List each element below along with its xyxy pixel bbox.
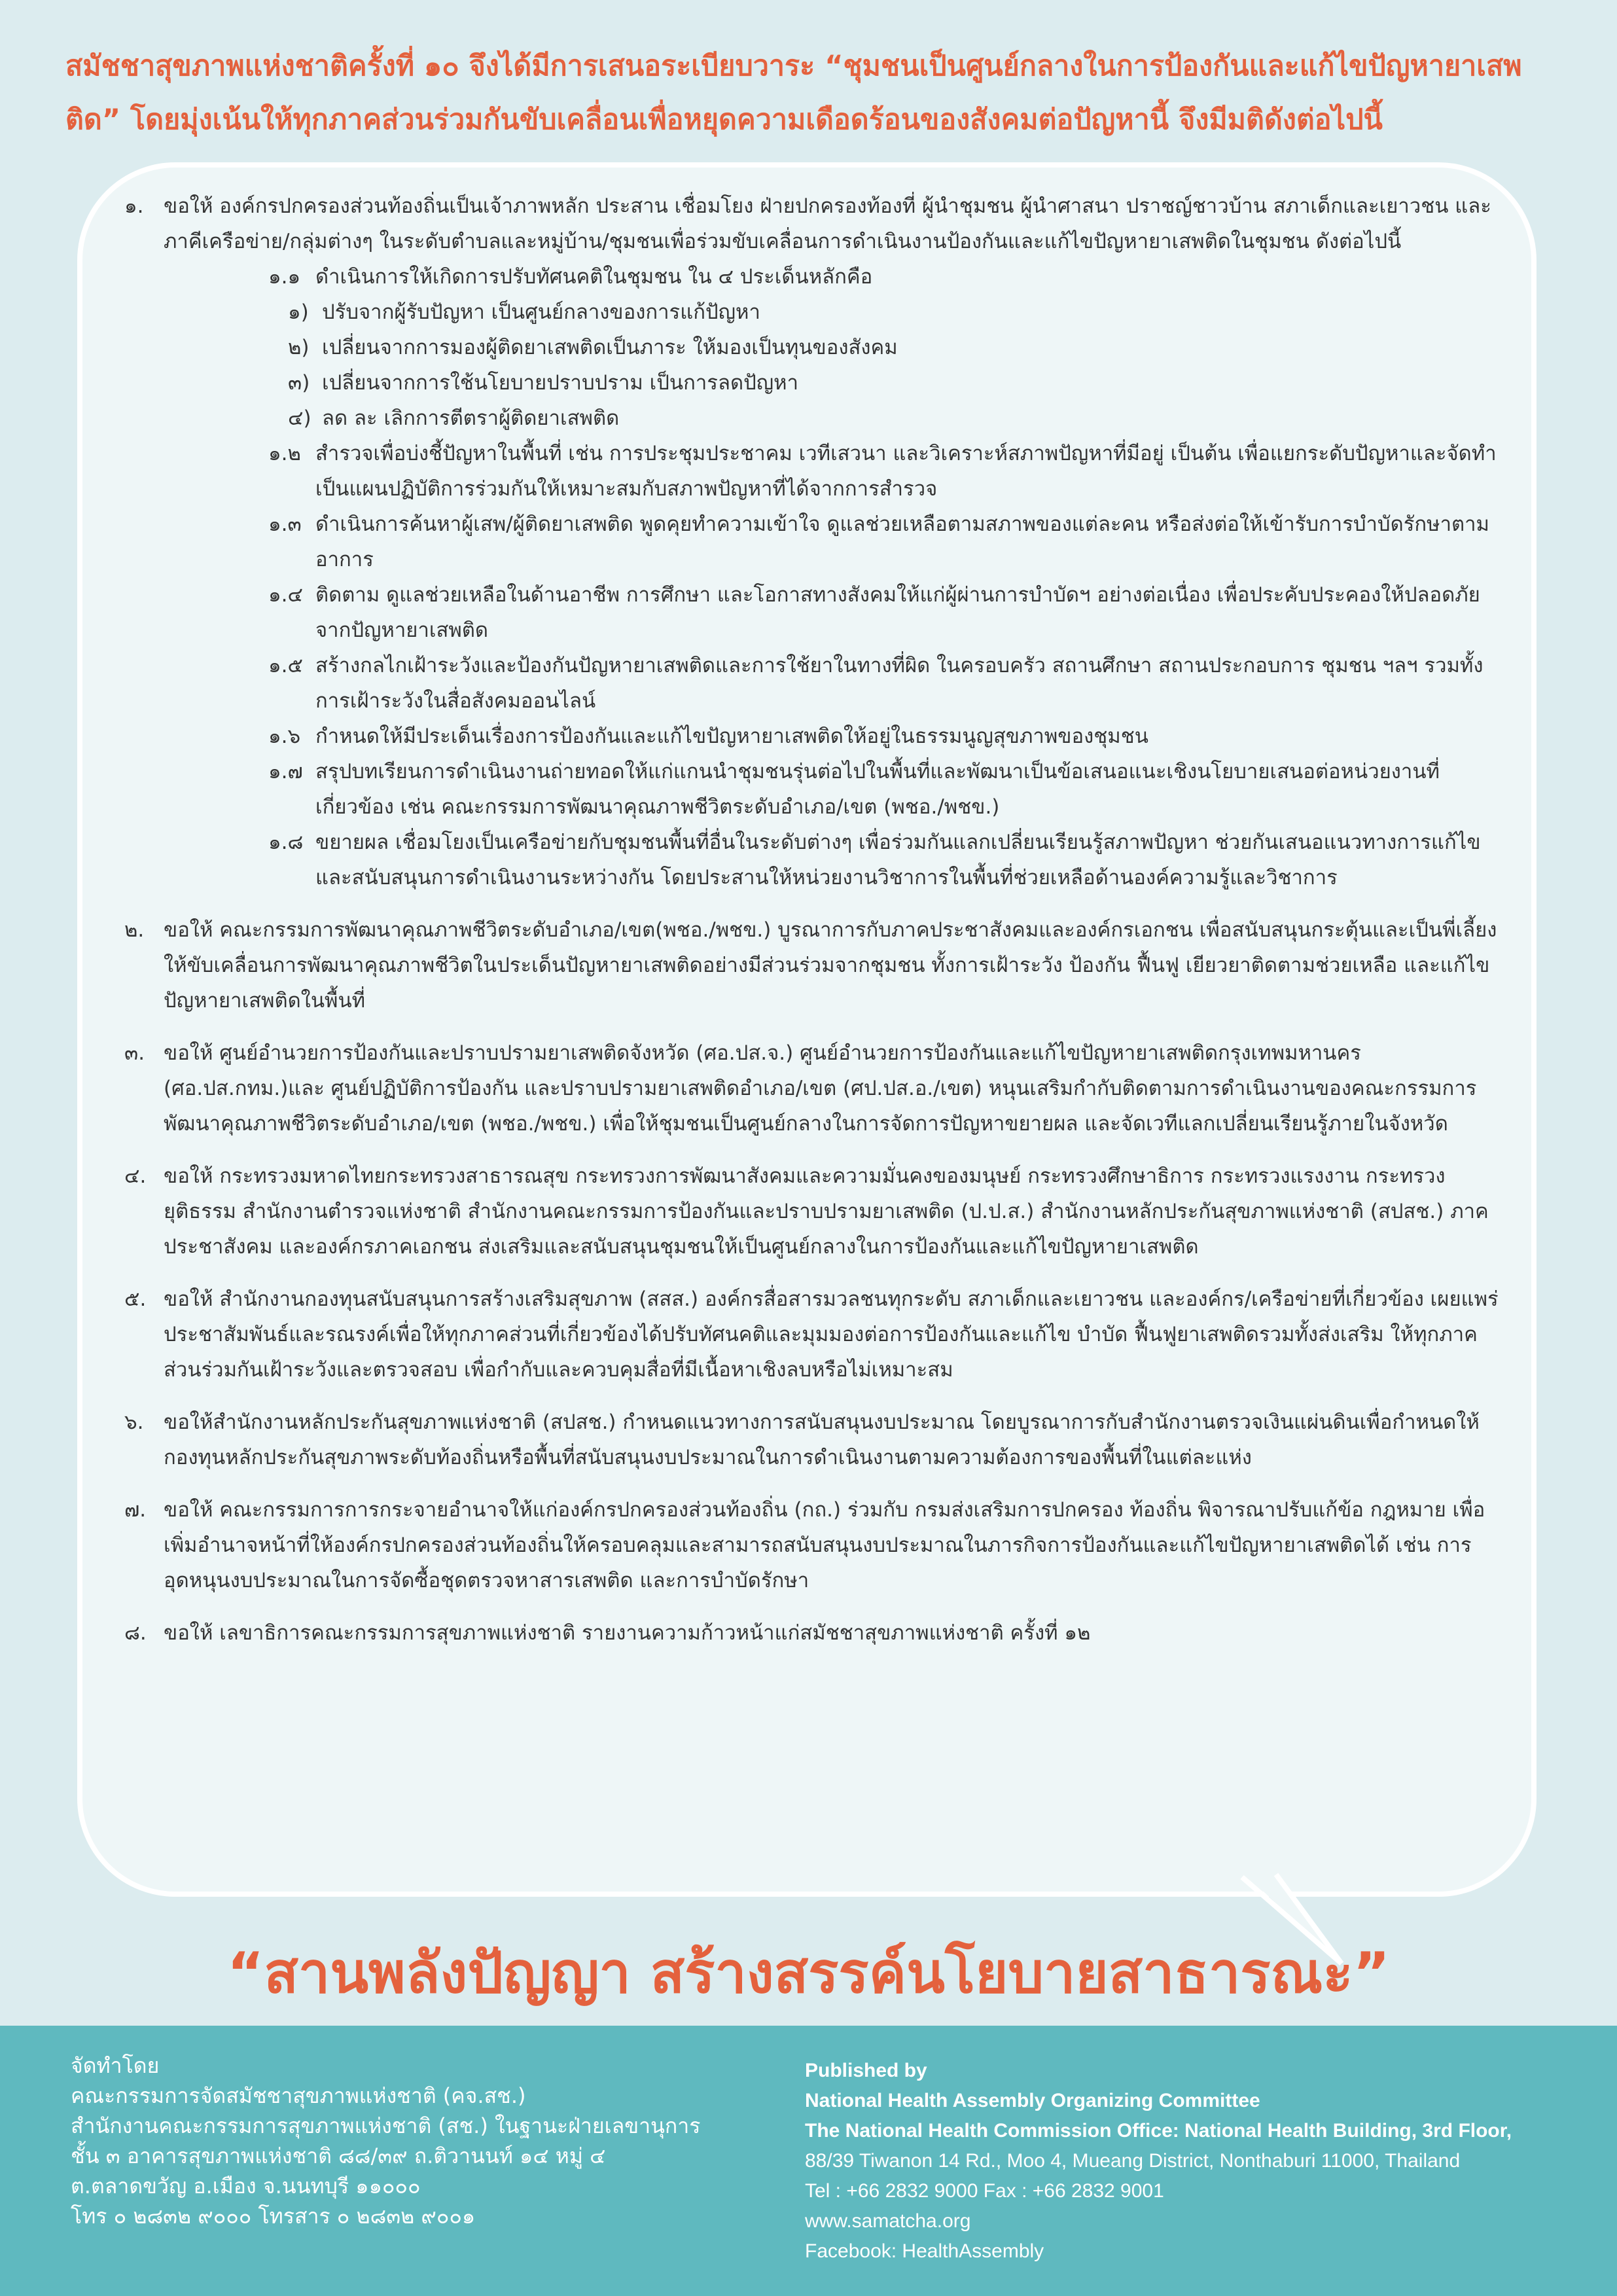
point-item (288, 365, 1512, 401)
item-text: ขอให้สำนักงานหลักประกันสุขภาพแห่งชาติ (สปสช.) กำหนดแนวทางการสนับสนุนงบประมาณ โดยบูรณาการกับสำนักงานตรวจเงินแผ่นดินเพื่อกำหนดให้กองทุนหลักประกันสุขภาพระดับท้องถิ่นหรือพื้นที่สนับสนุนงบประมาณในการดำเนินงานตามความต้องการของพื้นที่ในแต่ละแห่ง (164, 1410, 1480, 1469)
footer-english-credits (805, 2056, 1590, 2267)
item-number: ๓. (124, 1041, 145, 1065)
sub-item (268, 577, 1512, 648)
point-text: เปลี่ยนจากการมองผู้ติดยาเสพติดเป็นภาระ ให้มองเป็นทุนของสังคม (322, 336, 898, 359)
item-number: ๑. (124, 194, 144, 218)
resolution-item-1 (124, 188, 1512, 895)
credit-line: ต.ตลาดขวัญ อ.เมือง จ.นนทบุรี ๑๑๐๐๐ (71, 2174, 421, 2198)
commission-office: The National Health Commission Office: National Health Building, 3rd Floor, (805, 2120, 1512, 2142)
point-item (288, 295, 1512, 330)
website-link[interactable]: www.samatcha.org (805, 2210, 971, 2232)
footer-thai-credits (71, 2051, 764, 2231)
sub-number: ๑.๘ (268, 831, 304, 854)
point-item (288, 330, 1512, 365)
sub-text: สร้างกลไกเฝ้าระวังและป้องกันปัญหายาเสพติดและการใช้ยาในทางที่ผิด ในครอบครัว สถานศึกษา สถานประกอบการ ชุมชน ฯลฯ รวมทั้งการเฝ้าระวังในสื่อสังคมออนไลน์ (315, 654, 1484, 713)
sub-number: ๑.๔ (268, 583, 303, 607)
item-number: ๒. (124, 918, 145, 942)
sub-text: ขยายผล เชื่อมโยงเป็นเครือข่ายกับชุมชนพื้นที่อื่นในระดับต่างๆ เพื่อร่วมกันแลกเปลี่ยนเรียนรู้สภาพปัญหา ช่วยกันเสนอแนวทางการแก้ไขและสนับสนุนการดำเนินงานระหว่างกัน โดยประสานให้หน่วยงานวิชาการในพื้นที่ช่วยเหลือด้านองค์ความรู้และวิชาการ (315, 831, 1481, 889)
point-number: ๒) (288, 336, 310, 359)
sub-number: ๑.๑ (268, 265, 301, 289)
sub-number: ๑.๓ (268, 512, 302, 536)
item-number: ๘. (124, 1621, 147, 1645)
item-number: ๔. (124, 1164, 147, 1188)
credit-heading: จัดทำโดย (71, 2053, 160, 2078)
item-text: ขอให้ กระทรวงมหาดไทยกระทรวงสาธารณสุข กระทรวงการพัฒนาสังคมและความมั่นคงของมนุษย์ กระทรวงศึกษาธิการ กระทรวงแรงงาน กระทรวงยุติธรรม สำนักงานตำรวจแห่งชาติ สำนักงานคณะกรรมการป้องกันและปราบปรามยาเสพติด (ป.ป.ส.) สำนักงานหลักประกันสุขภาพแห่งชาติ (สปสช.) ภาคประชาสังคม และองค์กรภาคเอกชน ส่งเสริมและสนับสนุนชุมชนให้เป็นศูนย์กลางในการป้องกันและแก้ไขปัญหายาเสพติด (164, 1164, 1489, 1259)
item-number: ๗. (124, 1498, 147, 1522)
resolution-list (124, 188, 1512, 1668)
point-text: ลด ละ เลิกการตีตราผู้ติดยาเสพติด (322, 406, 620, 430)
credit-line: ชั้น ๓ อาคารสุขภาพแห่งชาติ ๘๘/๓๙ ถ.ติวานนท์ ๑๔ หมู่ ๔ (71, 2144, 606, 2168)
credit-line: สำนักงานคณะกรรมการสุขภาพแห่งชาติ (สช.) ในฐานะฝ่ายเลขานุการ (71, 2113, 701, 2138)
intro-text: สมัชชาสุขภาพแห่งชาติครั้งที่ ๑๐ จึงได้มีการเสนอระเบียบวาระ “ชุมชนเป็นศูนย์กลางในการป้องกันและแก้ไขปัญหายาเสพติด” โดยมุ่งเน้นให้ทุกภาคส่วนร่วมกันขับเคลื่อนเพื่อหยุดความเดือดร้อนของสังคมต่อปัญหานี้ จึงมีมติดังต่อไปนี้ (65, 50, 1522, 136)
facebook-link[interactable]: Facebook: HealthAssembly (805, 2240, 1044, 2262)
sub-item (268, 436, 1512, 507)
resolution-item-8 (124, 1615, 1512, 1651)
sub-item (268, 719, 1512, 754)
sub-item (268, 825, 1512, 895)
credit-phone: โทร ๐ ๒๘๓๒ ๙๐๐๐ โทรสาร ๐ ๒๘๓๒ ๙๐๐๑ (71, 2204, 476, 2229)
organizing-committee: National Health Assembly Organizing Committee (805, 2090, 1260, 2111)
sub-item (268, 648, 1512, 719)
point-text: เปลี่ยนจากการใช้นโยบายปราบปราม เป็นการลดปัญหา (322, 371, 799, 395)
resolution-item-2 (124, 912, 1512, 1018)
resolution-item-7 (124, 1492, 1512, 1598)
footer (0, 2026, 1617, 2296)
address-line: 88/39 Tiwanon 14 Rd., Moo 4, Mueang District, Nonthaburi 11000, Thailand (805, 2150, 1461, 2172)
sub-number: ๑.๗ (268, 760, 303, 783)
item-text: ขอให้ คณะกรรมการพัฒนาคุณภาพชีวิตระดับอำเภอ/เขต(พชอ./พชข.) บูรณาการกับภาคประชาสังคมและองค์กรเอกชน เพื่อสนับสนุนกระตุ้นและเป็นพี่เลี้ยง ให้ขับเคลื่อนการพัฒนาคุณภาพชีวิตในประเด็นปัญหายาเสพติดอย่างมีส่วนร่วมจากชุมชน ทั้งการเฝ้าระวัง ป้องกัน ฟื้นฟู เยียวยาติดตามช่วยเหลือ และแก้ไขปัญหายาเสพติดในพื้นที่ (164, 918, 1497, 1013)
item-text: ขอให้ คณะกรรมการการกระจายอำนาจให้แก่องค์กรปกครองส่วนท้องถิ่น (กถ.) ร่วมกับ กรมส่งเสริมการปกครอง ท้องถิ่น พิจารณาปรับแก้ข้อ กฎหมาย เพื่อเพิ่มอำนาจหน้าที่ให้องค์กรปกครองส่วนท้องถิ่นให้ครอบคลุมและสามารถสนับสนุนงบประมาณในภารกิจการป้องกันและแก้ไขปัญหายาเสพติดได้ เช่น การอุดหนุนงบประมาณในการจัดซื้อชุดตรวจหาสารเสพติด และการบำบัดรักษา (164, 1498, 1485, 1592)
point-number: ๔) (288, 406, 311, 430)
sub-item (268, 507, 1512, 577)
item-number: ๖. (124, 1410, 144, 1434)
sub-text: ติดตาม ดูแลช่วยเหลือในด้านอาชีพ การศึกษา และโอกาสทางสังคมให้แก่ผู้ผ่านการบำบัดฯ อย่างต่อเนื่อง เพื่อประคับประคองให้ปลอดภัยจากปัญหายาเสพติด (315, 583, 1480, 642)
published-by-label: Published by (805, 2060, 927, 2081)
item-text: ขอให้ องค์กรปกครองส่วนท้องถิ่นเป็นเจ้าภาพหลัก ประสาน เชื่อมโยง ฝ่ายปกครองท้องที่ ผู้นำชุมชน ผู้นำศาสนา ปราชญ์ชาวบ้าน สภาเด็กและเยาวชน และภาคีเครือข่าย/กลุ่มต่างๆ ในระดับตำบลและหมู่บ้าน/ชุมชนเพื่อร่วมขับเคลื่อนการดำเนินงานป้องกันและแก้ไขปัญหายาเสพติดในชุมชน ดังต่อไปนี้ (164, 194, 1491, 253)
item-text: ขอให้ ศูนย์อำนวยการป้องกันและปราบปรามยาเสพติดจังหวัด (ศอ.ปส.จ.) ศูนย์อำนวยการป้องกันและแก้ไขปัญหายาเสพติดกรุงเทพมหานคร (ศอ.ปส.กทม.)และ ศูนย์ปฏิบัติการป้องกัน และปราบปรามยาเสพติดอำเภอ/เขต (ศป.ปส.อ./เขต) หนุนเสริมกำกับติดตามการดำเนินงานของคณะกรรมการพัฒนาคุณภาพชีวิตระดับอำเภอ/เขต (พชอ./พชข.) เพื่อให้ชุมชนเป็นศูนย์กลางในการจัดการปัญหาขยายผล และจัดเวทีแลกเปลี่ยนเรียนรู้ภายในจังหวัด (164, 1041, 1477, 1136)
resolution-item-3 (124, 1035, 1512, 1141)
sub-number: ๑.๕ (268, 654, 303, 677)
resolution-item-5 (124, 1282, 1512, 1388)
sub-item (268, 259, 1512, 295)
point-item (288, 401, 1512, 436)
sub-text: ดำเนินการค้นหาผู้เสพ/ผู้ติดยาเสพติด พูดคุยทำความเข้าใจ ดูแลช่วยเหลือตามสภาพของแต่ละคน หรือส่งต่อให้เข้ารับการบำบัดรักษาตามอาการ (315, 512, 1489, 571)
point-number: ๑) (288, 300, 309, 324)
item-text: ขอให้ สำนักงานกองทุนสนับสนุนการสร้างเสริมสุขภาพ (สสส.) องค์กรสื่อสารมวลชนทุกระดับ สภาเด็กและเยาวชน และองค์กร/เครือข่ายที่เกี่ยวข้อง เผยแพร่ประชาสัมพันธ์และรณรงค์เพื่อให้ทุกภาคส่วนที่เกี่ยวข้องได้ปรับทัศนคติและมุมมองต่อการป้องกันและแก้ไข บำบัด ฟื้นฟูยาเสพติดรวมทั้งส่งเสริม ให้ทุกภาคส่วนร่วมกันเฝ้าระวังและตรวจสอบ เพื่อกำกับและควบคุมสื่อที่มีเนื้อหาเชิงลบหรือไม่เหมาะสม (164, 1287, 1499, 1382)
credit-line: คณะกรรมการจัดสมัชชาสุขภาพแห่งชาติ (คจ.สช.) (71, 2083, 526, 2108)
sub-number: ๑.๒ (268, 442, 301, 465)
item-text: ขอให้ เลขาธิการคณะกรรมการสุขภาพแห่งชาติ รายงานความก้าวหน้าแก่สมัชชาสุขภาพแห่งชาติ ครั้งที่ ๑๒ (164, 1621, 1091, 1645)
resolution-item-6 (124, 1405, 1512, 1475)
sub-number: ๑.๖ (268, 725, 301, 748)
point-number: ๓) (288, 371, 310, 395)
sub-item (268, 754, 1512, 825)
sub-list (268, 259, 1512, 895)
resolution-item-4 (124, 1158, 1512, 1265)
item-number: ๕. (124, 1287, 147, 1311)
phone-line: Tel : +66 2832 9000 Fax : +66 2832 9001 (805, 2180, 1164, 2202)
sub-text: ดำเนินการให้เกิดการปรับทัศนคติในชุมชน ใน ๔ ประเด็นหลักคือ (315, 265, 873, 289)
point-text: ปรับจากผู้รับปัญหา เป็นศูนย์กลางของการแก้ปัญหา (322, 300, 760, 324)
sub-text: สรุปบทเรียนการดำเนินงานถ่ายทอดให้แก่แกนนำชุมชนรุ่นต่อไปในพื้นที่และพัฒนาเป็นข้อเสนอแนะเชิงนโยบายเสนอต่อหน่วยงานที่เกี่ยวข้อง เช่น คณะกรรมการพัฒนาคุณภาพชีวิตระดับอำเภอ/เขต (พชอ./พชข.) (315, 760, 1440, 819)
motto-slogan: “สานพลังปัญญา สร้างสรรค์นโยบายสาธารณะ” (226, 1941, 1391, 2006)
sub-text: สำรวจเพื่อบ่งชี้ปัญหาในพื้นที่ เช่น การประชุมประชาคม เวทีเสวนา และวิเคราะห์สภาพปัญหาที่มีอยู่ เป็นต้น เพื่อแยกระดับปัญหาและจัดทำเป็นแผนปฏิบัติการร่วมกันให้เหมาะสมกับสภาพปัญหาที่ได้จากการสำรวจ (315, 442, 1497, 501)
sub-text: กำหนดให้มีประเด็นเรื่องการป้องกันและแก้ไขปัญหายาเสพติดให้อยู่ในธรรมนูญสุขภาพของชุมชน (315, 725, 1148, 748)
